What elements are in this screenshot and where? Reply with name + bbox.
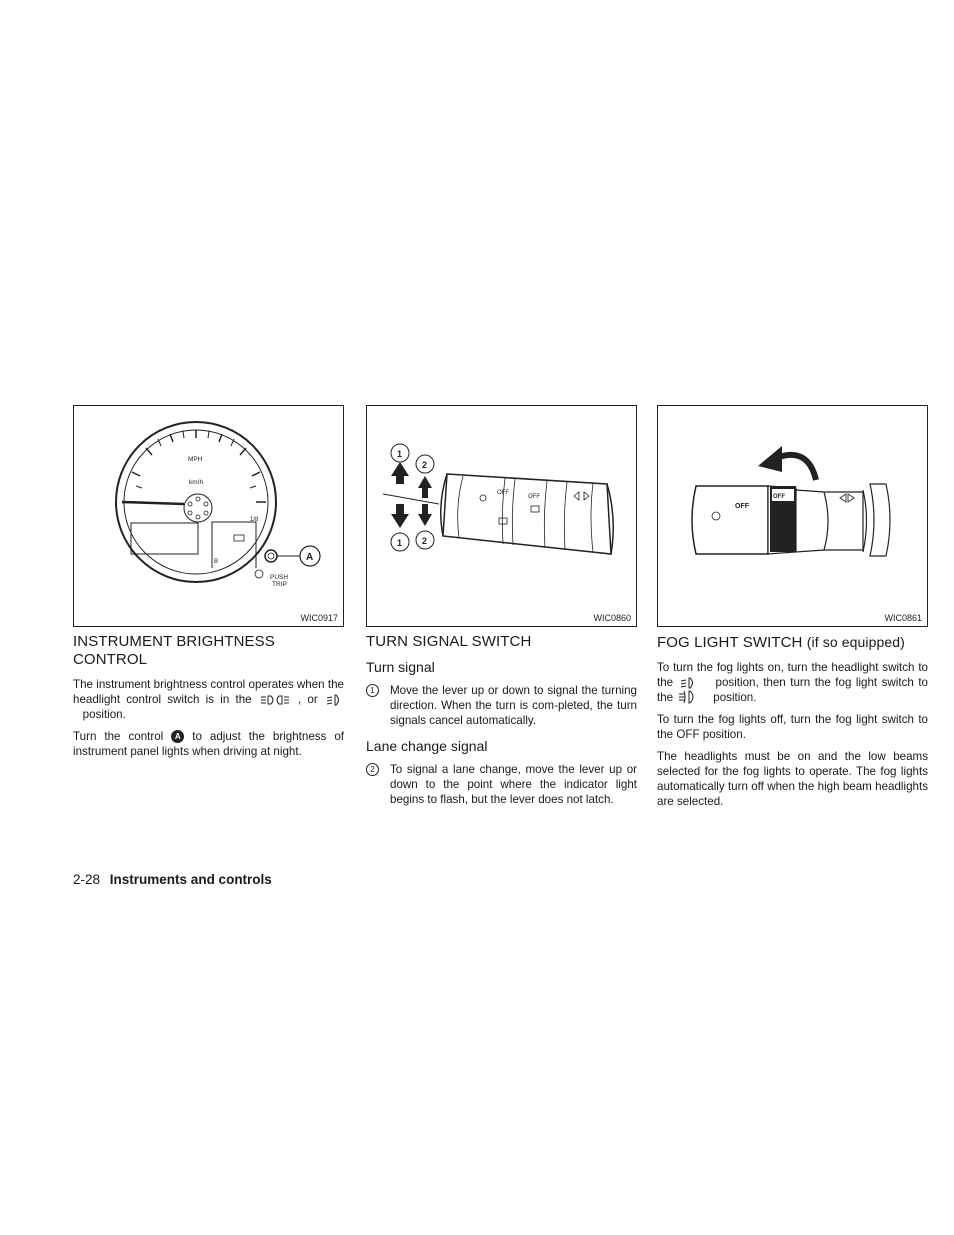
subheading-turn-signal: Turn signal xyxy=(366,659,435,675)
gauge-illustration xyxy=(74,406,343,626)
section-heading: FOG LIGHT SWITCH (if so equipped) xyxy=(657,634,905,651)
low-beam-icon xyxy=(326,694,342,706)
paragraph: The instrument brightness control operates when the headlight control switch is in the , or position. xyxy=(73,678,344,721)
step-number: 2 xyxy=(366,763,379,776)
step-number: 1 xyxy=(366,684,379,697)
kmh-label: km/h xyxy=(189,479,204,486)
trip-label: TRIP xyxy=(272,581,287,588)
fog-light-icon xyxy=(678,690,698,704)
figure-code: WIC0861 xyxy=(884,613,922,623)
fog-light-section xyxy=(657,405,928,816)
turn-signal-section xyxy=(366,405,637,817)
figure-code: WIC0860 xyxy=(593,613,631,623)
section-heading: INSTRUMENT BRIGHTNESS CONTROL xyxy=(73,633,275,668)
gauge-letter: B xyxy=(214,559,219,565)
turn-arrows-icon xyxy=(840,494,854,502)
fog-off-label: OFF xyxy=(773,494,785,500)
push-label: PUSH xyxy=(270,574,289,581)
paragraph: Turn the control A to adjust the brightness of instrument panel lights when driving at night. xyxy=(73,730,344,758)
list-item xyxy=(366,762,637,807)
section-heading: TURN SIGNAL SWITCH xyxy=(366,633,532,650)
paragraph: The headlights must be on and the low beams selected for the fog lights to operate. The fog lights automatically turn off when the high beam headlights are selected. xyxy=(657,750,928,808)
rotate-arrow-icon xyxy=(758,446,782,472)
callout-a-badge: A xyxy=(171,730,184,743)
step-text: To signal a lane change, move the lever up or down to the point where the indicator light begins to flash, but the lever does not latch. xyxy=(390,763,637,806)
figure-code: WIC0917 xyxy=(300,613,338,623)
step-text: Move the lever up or down to signal the turning direction. When the turn is com-pleted, the turn signals cancel automatically. xyxy=(390,684,637,727)
instrument-figure xyxy=(73,405,344,627)
chapter-title: Instruments and controls xyxy=(109,872,272,887)
paragraph: To turn the fog lights on, turn the headlight switch to the position, then turn the fog light switch to the position. xyxy=(657,661,928,704)
subheading-lane-change: Lane change signal xyxy=(366,738,488,754)
list-item xyxy=(366,683,637,728)
lever-illustration xyxy=(367,406,636,626)
off-label: OFF xyxy=(497,490,509,496)
arrow-label-1-up: 1 xyxy=(397,449,403,459)
arrow-label-1-down: 1 xyxy=(397,538,403,548)
paragraph: To turn the fog lights off, turn the fog light switch to the OFF position. xyxy=(657,713,928,741)
headlight-icon xyxy=(260,694,290,706)
mph-label: MPH xyxy=(188,456,203,463)
arrow-label-2-up: 2 xyxy=(422,460,428,470)
page-number: 2-28 xyxy=(73,872,101,887)
fog-off-label: OFF xyxy=(528,494,540,500)
gauge-number: 1/8 xyxy=(250,517,259,523)
instrument-brightness-section xyxy=(73,405,344,766)
low-beam-icon xyxy=(680,677,696,689)
off-label: OFF xyxy=(735,503,749,510)
arrow-label-2-down: 2 xyxy=(422,536,428,546)
fog-switch-illustration xyxy=(658,406,927,626)
callout-a: A xyxy=(306,552,314,563)
page-footer xyxy=(73,872,272,887)
turn-signal-figure xyxy=(366,405,637,627)
fog-light-figure xyxy=(657,405,928,627)
